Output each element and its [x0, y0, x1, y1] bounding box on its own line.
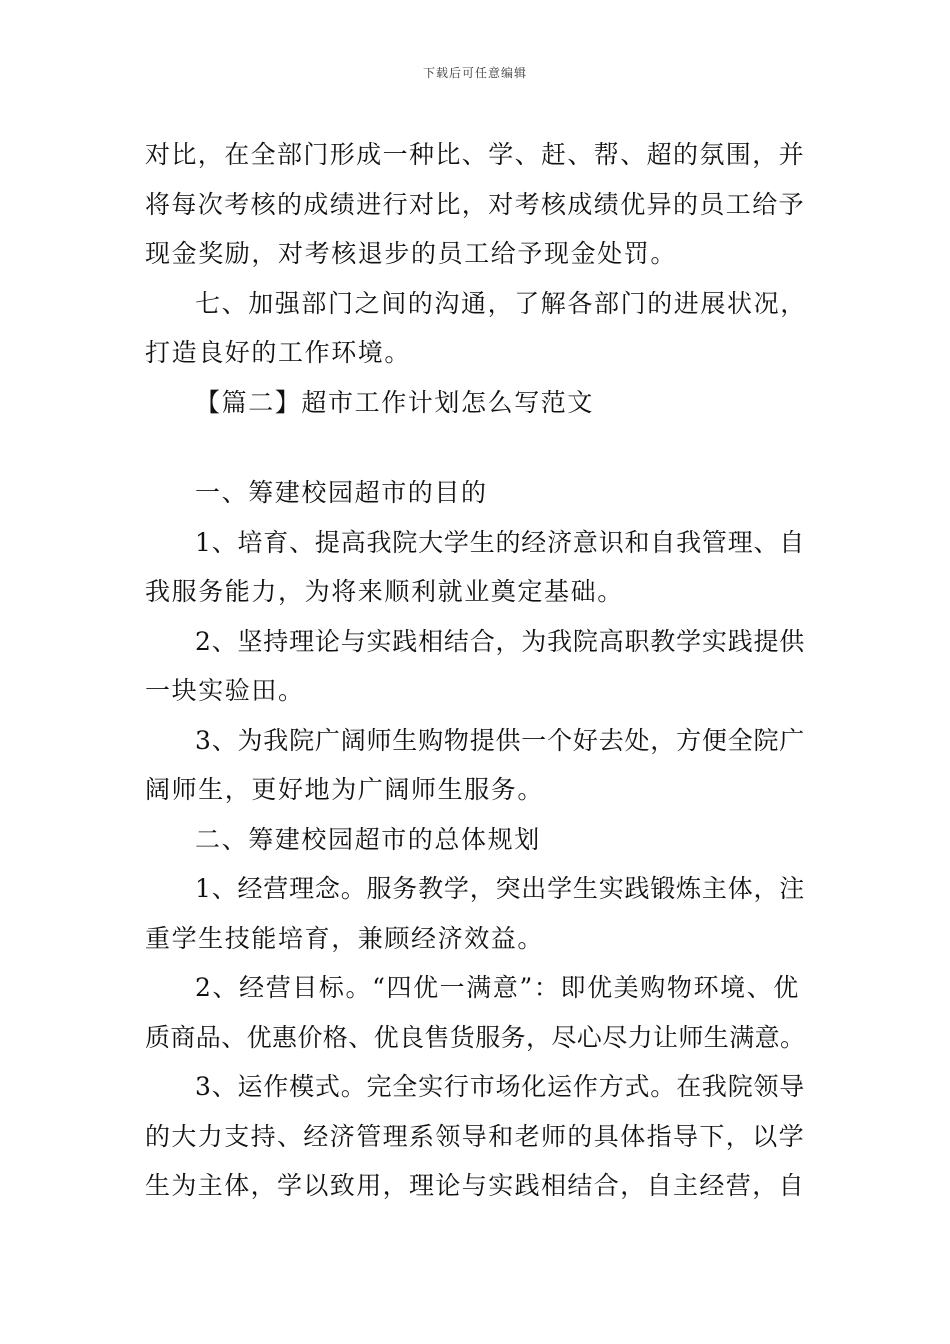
- text-line: 阔师生，更好地为广阔师生服务。: [145, 775, 545, 804]
- document-body: [145, 130, 807, 1211]
- text-line: 2、坚持理论与实践相结合，为我院高职教学实践提供: [195, 626, 806, 656]
- text-line: 将每次考核的成绩进行对比，对考核成绩优异的员工给予: [145, 189, 806, 219]
- text-line: 七、加强部门之间的沟通，了解各部门的进展状况，: [195, 288, 807, 318]
- text-line: 一、筹建校园超市的目的: [195, 478, 488, 507]
- text-line: 二、筹建校园超市的总体规划: [195, 824, 541, 854]
- text-line: 生为主体，学以致用，理论与实践相结合，自主经营，自: [145, 1171, 806, 1200]
- text-line: 3、运作模式。完全实行市场化运作方式。在我院领导: [195, 1072, 806, 1101]
- text-line: 对比，在全部门形成一种比、学、赶、帮、超的氛围，并: [145, 140, 806, 169]
- paragraph-gap: [145, 427, 807, 468]
- text-line: 2、经营目标。“四优一满意”：即优美购物环境、优: [195, 973, 800, 1002]
- text-line: 我服务能力，为将来顺利就业奠定基础。: [145, 577, 624, 606]
- text-line: 3、为我院广阔师生购物提供一个好去处，方便全院广: [195, 725, 806, 755]
- text-line: 打造良好的工作环境。: [145, 338, 412, 367]
- text-line: 质商品、优惠价格、优良售货服务，尽心尽力让师生满意。: [145, 1022, 806, 1052]
- text-line: 现金奖励，对考核退步的员工给予现金处罚。: [145, 239, 678, 268]
- text-line: 1、培育、提高我院大学生的经济意识和自我管理、自: [195, 527, 806, 557]
- text-line: 【篇二】超市工作计划怎么写范文: [195, 387, 595, 417]
- text-line: 1、经营理念。服务教学，突出学生实践锻炼主体，注: [195, 874, 806, 903]
- page-header: 下载后可任意编辑: [422, 66, 527, 80]
- text-line: 一块实验田。: [145, 676, 305, 705]
- text-line: 的大力支持、经济管理系领导和老师的具体指导下，以学: [145, 1121, 806, 1151]
- text-line: 重学生技能培育，兼顾经济效益。: [145, 923, 545, 953]
